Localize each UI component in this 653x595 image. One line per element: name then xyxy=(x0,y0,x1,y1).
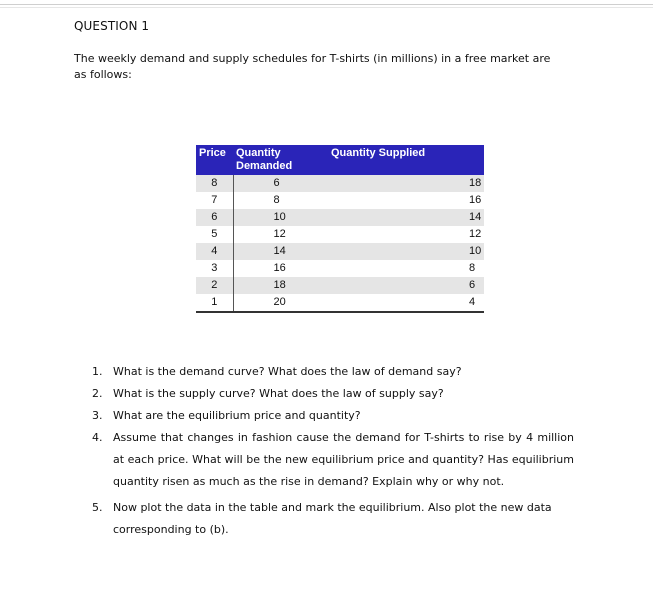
top-border-secondary xyxy=(0,7,653,8)
intro-text: The weekly demand and supply schedules for T-shirts (in millions) in a free market are as follows: xyxy=(74,52,551,81)
price-cell: 7 xyxy=(196,192,233,209)
question-number: 3. xyxy=(92,409,103,422)
header-price: Price xyxy=(196,145,233,175)
question-title: QUESTION 1 xyxy=(74,19,150,33)
question-number: 2. xyxy=(92,387,103,400)
quantity-demanded-cell: 12 xyxy=(273,228,286,240)
question-number: 1. xyxy=(92,365,103,378)
question-item xyxy=(92,405,574,427)
question-item xyxy=(92,361,574,383)
quantity-demanded-cell: 18 xyxy=(233,277,328,294)
question-item xyxy=(92,497,574,541)
quantity-demanded-cell: 16 xyxy=(273,262,286,274)
table-row xyxy=(196,243,484,260)
question-text: What is the demand curve? What does the law of demand say? xyxy=(113,365,462,378)
quantity-demanded-cell: 6 xyxy=(233,175,328,192)
quantity-supplied-cell: 14 xyxy=(328,209,484,226)
table-row xyxy=(196,175,484,192)
header-quantity-supplied: Quantity Supplied xyxy=(328,145,484,175)
table-row xyxy=(196,260,484,277)
question-number: 5. xyxy=(92,501,103,514)
quantity-demanded-cell: 14 xyxy=(233,243,328,260)
top-border xyxy=(0,4,653,5)
price-cell: 2 xyxy=(196,277,233,294)
question-text: What is the supply curve? What does the law of supply say? xyxy=(113,387,444,400)
quantity-supplied-cell: 6 xyxy=(328,277,484,294)
table-header-row xyxy=(196,145,484,175)
question-text: What are the equilibrium price and quantity? xyxy=(113,409,361,422)
price-cell: 1 xyxy=(196,294,233,312)
price-cell: 8 xyxy=(196,175,233,192)
price-cell: 5 xyxy=(196,226,233,243)
price-cell: 4 xyxy=(196,243,233,260)
table-row xyxy=(196,226,484,243)
question-item xyxy=(92,383,574,405)
price-cell: 6 xyxy=(196,209,233,226)
quantity-demanded-cell: 10 xyxy=(233,209,328,226)
question-text: Now plot the data in the table and mark the equilibrium. Also plot the new data corresponding to (b). xyxy=(113,501,552,536)
quantity-supplied-cell: 16 xyxy=(469,194,482,206)
question-text: Assume that changes in fashion cause the demand for T-shirts to rise by 4 million at each price. What will be the new equilibrium price and quantity? Has equilibrium quantity risen as much as the rise in demand? Explain why or why not. xyxy=(113,431,574,488)
quantity-supplied-cell: 10 xyxy=(328,243,484,260)
quantity-supplied-cell: 12 xyxy=(469,228,482,240)
quantity-demanded-cell: 20 xyxy=(233,294,328,312)
table-row xyxy=(196,209,484,226)
table-row xyxy=(196,277,484,294)
quantity-supplied-cell: 8 xyxy=(469,262,476,274)
quantity-supplied-cell: 18 xyxy=(328,175,484,192)
question-number: 4. xyxy=(92,431,103,444)
table-row xyxy=(196,294,484,312)
quantity-supplied-cell: 4 xyxy=(328,294,484,312)
price-cell: 3 xyxy=(196,260,233,277)
table-row xyxy=(196,192,484,209)
question-list xyxy=(92,361,574,541)
question-item xyxy=(92,427,574,493)
schedule-table xyxy=(196,145,484,313)
quantity-demanded-cell: 8 xyxy=(273,194,280,206)
header-quantity-demanded: Quantity Demanded xyxy=(233,145,328,175)
